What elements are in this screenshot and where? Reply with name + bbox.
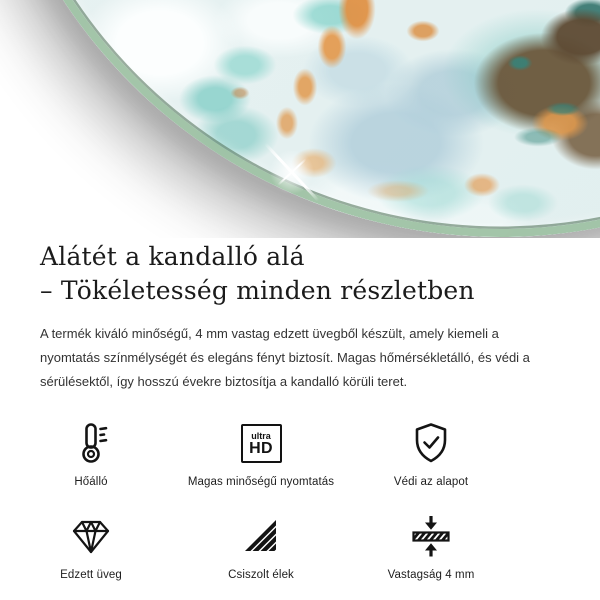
feature-tempered-glass [6,514,176,581]
page-title [40,240,560,308]
hero-image [0,0,600,238]
feature-thickness [346,514,516,581]
ultra-hd-box [241,424,282,463]
ultra-hd-text-bottom: HD [249,439,273,457]
thickness-icon [409,514,453,558]
polished-edge-icon [239,514,283,558]
ultra-hd-text-top: ultra [251,430,271,441]
shield-check-icon [409,421,453,465]
title-line-1: Alátét a kandalló alá [40,242,305,271]
feature-protects-base [346,421,516,488]
feature-print-quality [176,421,346,488]
ultra-hd-icon [241,421,282,465]
feature-polished-edges [176,514,346,581]
product-description: A termék kiváló minőségű, 4 mm vastag edzett üvegből készült, amely kiemeli a nyomtatás színmélységét és elegáns fényt biztosít. Magas hőmérsékletálló, és védi a sérülésektől, így hosszú évekre biztosítja a kandalló körüli teret. [40,326,530,389]
diamond-icon [69,514,113,558]
content-block [0,238,600,394]
features-grid [6,421,600,581]
feature-label: Csiszolt élek [228,569,294,581]
feature-label: Magas minőségű nyomtatás [187,476,335,488]
feature-heat-resistant [6,421,176,488]
sparkle-highlight [252,132,332,212]
thermometer-icon [69,421,113,465]
feature-label: Hőálló [74,476,108,488]
feature-label: Edzett üveg [60,569,122,581]
feature-label: Vastagság 4 mm [387,569,475,581]
feature-label: Védi az alapot [393,476,469,488]
title-line-2: – Tökéletesség minden részletben [40,276,475,305]
